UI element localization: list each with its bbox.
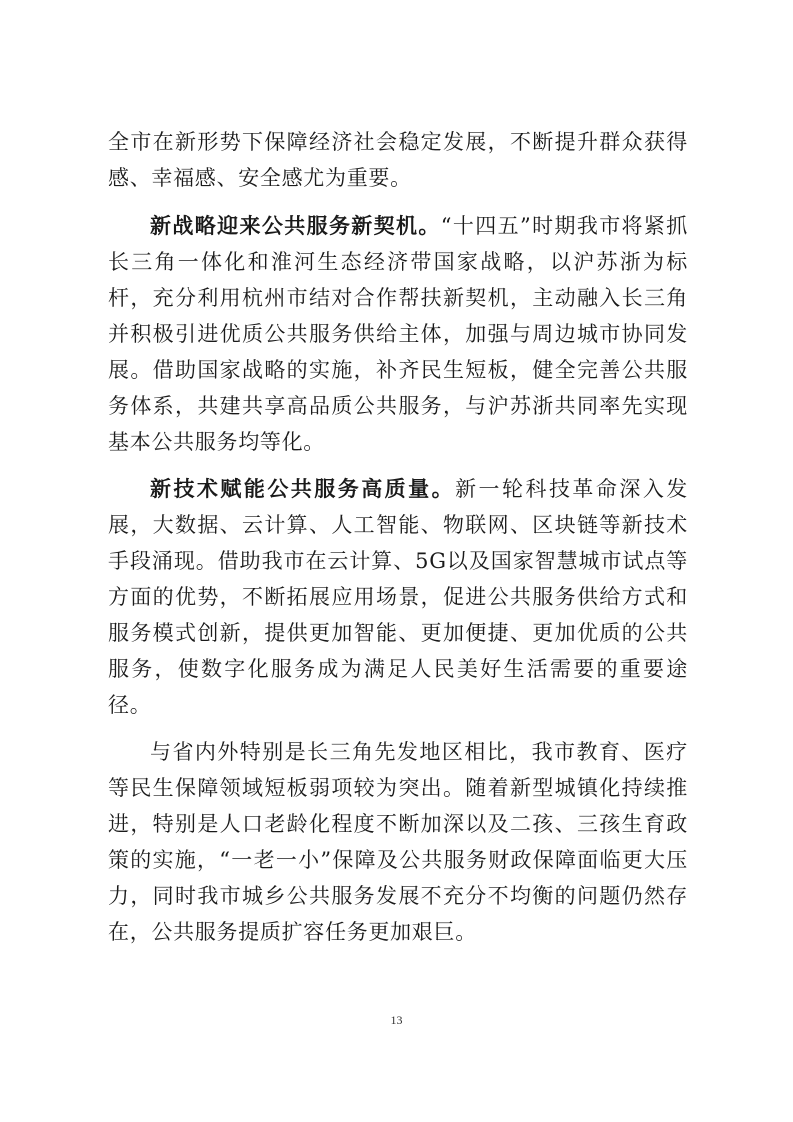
paragraph-text: “十四五”时期我市将紧抓长三角一体化和淮河生态经济带国家战略，以沪苏浙为标杆，充分利用杭州市结对合作帮扶新契机，主动融入长三角并积极引进优质公共服务供给主体，加强与周边城市协同发展。借助国家战略的实施，补齐民生短板，健全完善公共服务体系，共建共享高品质公共服务，与沪苏浙共同率先实现基本公共服务均等化。 xyxy=(108,214,688,454)
paragraph-text: 新一轮科技革命深入发展，大数据、云计算、人工智能、物联网、区块链等新技术手段涌现。借助我市在云计算、5G以及国家智慧城市试点等方面的优势，不断拓展应用场景，促进公共服务供给方式和服务模式创新，提供更加智能、更加便捷、更加优质的公共服务，使数字化服务成为满足人民美好生活需要的重要途径。 xyxy=(108,477,689,717)
paragraph-new-technology xyxy=(108,471,688,723)
paragraph-lead-heading: 新战略迎来公共服务新契机。 xyxy=(150,213,441,238)
paragraph-text: 与省内外特别是长三角先发地区相比，我市教育、医疗等民生保障领域短板弱项较为突出。随着新型城镇化持续推进，特别是人口老龄化程度不断加深以及二孩、三孩生育政策的实施，“一老一小”保障及公共服务财政保障面临更大压力，同时我市城乡公共服务发展不充分不均衡的问题仍然存在，公共服务提质扩容任务更加艰巨。 xyxy=(108,740,688,944)
paragraph-new-strategy xyxy=(108,208,688,460)
paragraph-lead-heading: 新技术赋能公共服务高质量。 xyxy=(150,476,456,501)
paragraph-challenges xyxy=(108,734,688,950)
paragraph-text: 全市在新形势下保障经济社会稳定发展，不断提升群众获得感、幸福感、安全感尤为重要。 xyxy=(108,130,688,190)
body-text xyxy=(108,124,688,961)
page-number: 13 xyxy=(390,1013,403,1027)
paragraph-continuation xyxy=(108,124,688,196)
